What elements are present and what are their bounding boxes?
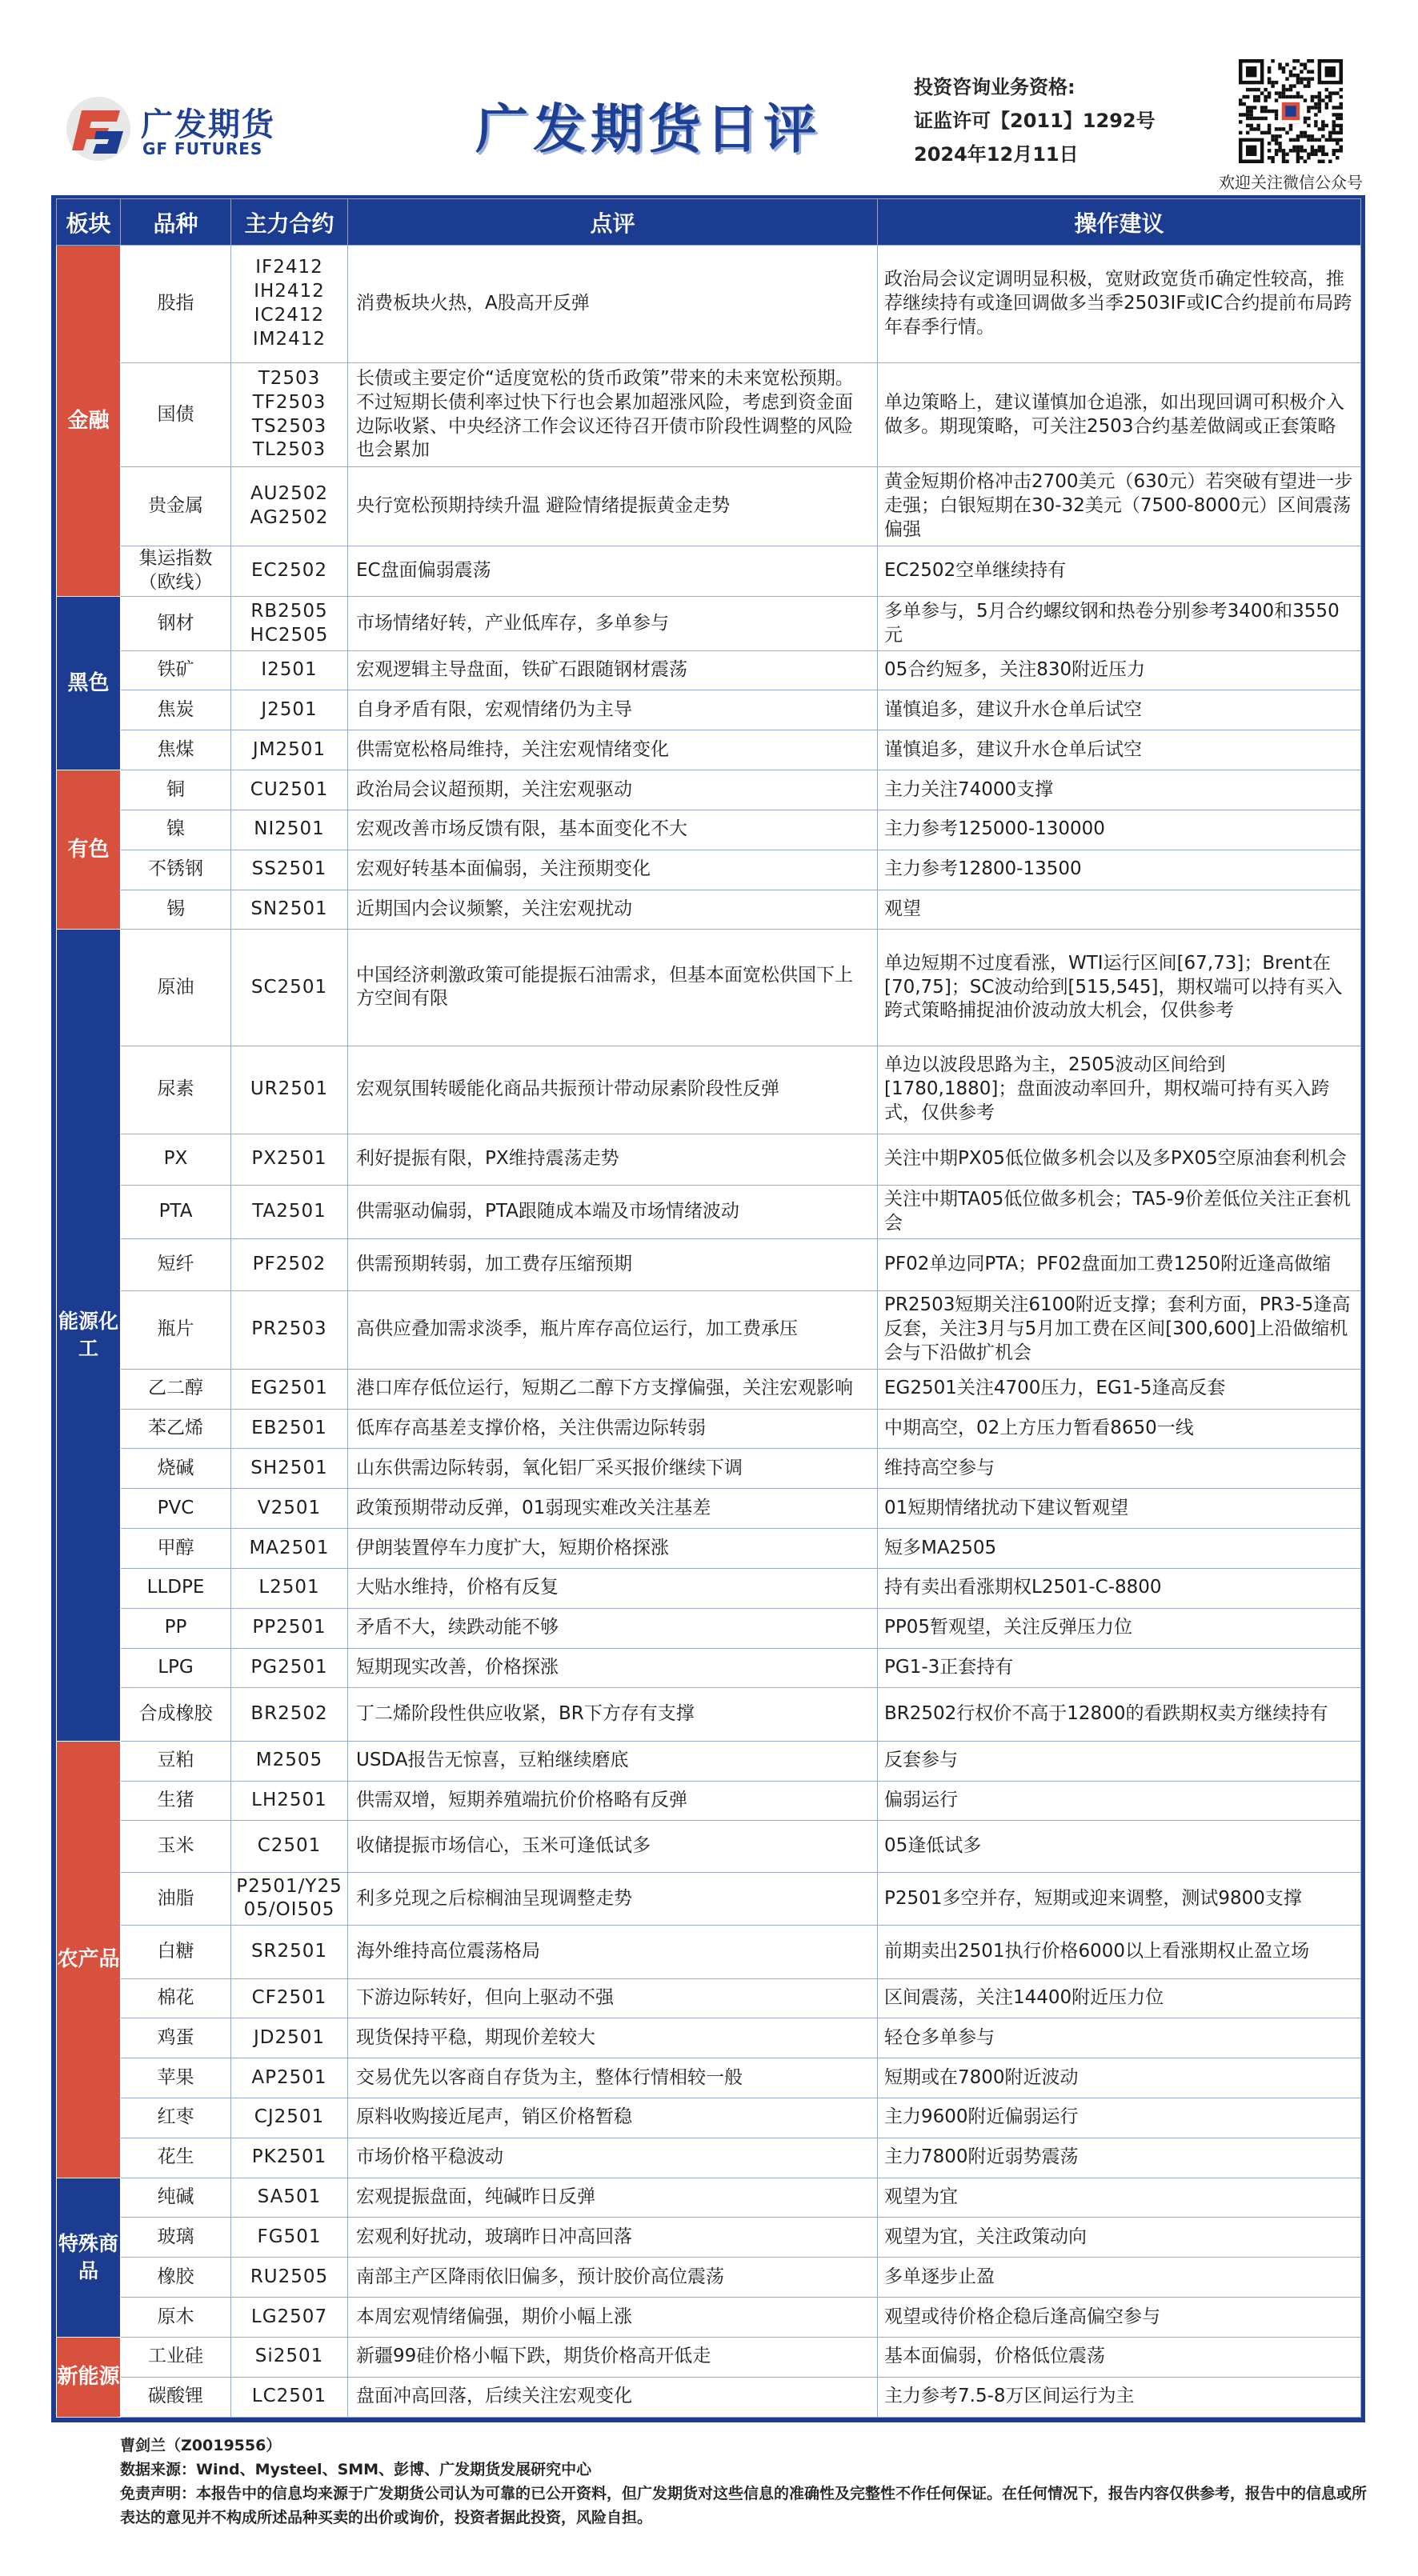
variety-cell: PP	[121, 1608, 231, 1648]
variety-cell: 集运指数（欧线）	[121, 546, 231, 597]
contract-code: 05/OI505	[243, 1899, 335, 1921]
advice-cell: 多单逐步止盈	[878, 2258, 1361, 2298]
contract-cell	[231, 2098, 348, 2138]
comment-cell: 供需宽松格局维持，关注宏观情绪变化	[348, 730, 878, 770]
comment-cell: 宏观逻辑主导盘面，铁矿石跟随钢材震荡	[348, 650, 878, 690]
advice-cell: EG2501关注4700压力，EG1-5逢高反套	[878, 1369, 1361, 1409]
table-header-row	[57, 199, 1361, 246]
comment-cell: EC盘面偏弱震荡	[348, 546, 878, 597]
advice-cell: 偏弱运行	[878, 1781, 1361, 1821]
contract-code: V2501	[257, 1497, 322, 1518]
comment-cell: 交易优先以客商自存货为主，整体行情相较一般	[348, 2058, 878, 2098]
variety-cell: 苯乙烯	[121, 1409, 231, 1449]
contract-code: LG2507	[250, 2306, 328, 2327]
contract-code: RB2505	[250, 600, 328, 622]
comment-cell: 丁二烯阶段性供应收紧，BR下方存有支撑	[348, 1688, 878, 1741]
contract-code: L2501	[258, 1577, 320, 1598]
advice-cell: 中期高空，02上方压力暂看8650一线	[878, 1409, 1361, 1449]
contract-code: PK2501	[251, 2146, 327, 2168]
table-row	[57, 363, 1361, 466]
advice-cell: 观望	[878, 890, 1361, 930]
table-row	[57, 1186, 1361, 1239]
advice-cell: 单边以波段思路为主，2505波动区间给到[1780,1880]；盘面波动率回升，期权端可持有买入跨式，仅供参考	[878, 1046, 1361, 1134]
contract-code: TL2503	[252, 439, 326, 461]
contract-code: JM2501	[252, 738, 326, 760]
comment-cell: 伊朗装置停车力度扩大，短期价格探涨	[348, 1529, 878, 1569]
qualification-line-2: 证监许可【2011】1292号	[914, 110, 1156, 132]
contract-cell	[231, 1186, 348, 1239]
contract-cell	[231, 1926, 348, 1978]
data-sources: 数据来源：Wind、Mysteel、SMM、彭博、广发期货发展研究中心	[120, 2461, 592, 2478]
table-row	[57, 2218, 1361, 2258]
variety-cell: 焦炭	[121, 690, 231, 730]
contract-code: HC2505	[250, 624, 329, 646]
contract-cell	[231, 1409, 348, 1449]
contract-cell	[231, 1741, 348, 1781]
comment-cell: 利多兑现之后棕榈油呈现调整走势	[348, 1872, 878, 1925]
contract-code: UR2501	[250, 1078, 329, 1100]
contract-cell	[231, 2178, 348, 2218]
contract-cell	[231, 1608, 348, 1648]
contract-code: J2501	[261, 698, 318, 720]
table-row	[57, 1290, 1361, 1369]
contract-code: IF2412	[255, 257, 323, 278]
variety-cell: 工业硅	[121, 2337, 231, 2377]
advice-cell: 谨慎追多，建议升水仓单后试空	[878, 690, 1361, 730]
table-row	[57, 2018, 1361, 2058]
comment-cell: 宏观利好扰动，玻璃昨日冲高回落	[348, 2218, 878, 2258]
table-row	[57, 850, 1361, 890]
contract-code: JD2501	[253, 2026, 326, 2048]
variety-cell: 瓶片	[121, 1290, 231, 1369]
table-row	[57, 1741, 1361, 1781]
comment-cell: 现货保持平稳，期现价差较大	[348, 2018, 878, 2058]
comment-cell: 宏观提振盘面，纯碱昨日反弹	[348, 2178, 878, 2218]
contract-cell	[231, 1134, 348, 1185]
comment-cell: 本周宏观情绪偏强，期价小幅上涨	[348, 2298, 878, 2338]
variety-cell: 国债	[121, 363, 231, 466]
contract-code: PG2501	[250, 1656, 328, 1678]
wechat-qr-code-icon[interactable]	[1239, 59, 1343, 163]
table-row	[57, 1781, 1361, 1821]
advice-cell: EC2502空单继续持有	[878, 546, 1361, 597]
table-row	[57, 2337, 1361, 2377]
contract-code: SA501	[257, 2186, 322, 2208]
contract-code: M2505	[255, 1750, 323, 1771]
contract-cell	[231, 650, 348, 690]
variety-cell: 烧碱	[121, 1449, 231, 1489]
page-title: 广发期货日评	[475, 98, 821, 160]
table-row	[57, 650, 1361, 690]
comment-cell: 海外维持高位震荡格局	[348, 1926, 878, 1978]
table-row	[57, 1239, 1361, 1290]
header-sector: 板块	[57, 199, 121, 246]
variety-cell: 铁矿	[121, 650, 231, 690]
table-row	[57, 1449, 1361, 1489]
comment-cell: 新疆99硅价格小幅下跌，期货价格高开低走	[348, 2337, 878, 2377]
contract-cell	[231, 1872, 348, 1925]
sector-cell: 新能源	[57, 2337, 121, 2417]
table-row	[57, 2298, 1361, 2338]
sector-cell: 黑色	[57, 597, 121, 770]
comment-cell: 政策预期带动反弹，01弱现实难改关注基差	[348, 1489, 878, 1529]
contract-code: T2503	[258, 367, 321, 389]
comment-cell: 低库存高基差支撑价格，关注供需边际转弱	[348, 1409, 878, 1449]
contract-cell	[231, 850, 348, 890]
contract-cell	[231, 1529, 348, 1569]
advice-cell: 主力7800附近弱势震荡	[878, 2138, 1361, 2178]
header-advice: 操作建议	[878, 199, 1361, 246]
variety-cell: 苹果	[121, 2058, 231, 2098]
gf-futures-logo	[64, 94, 304, 166]
header-contract: 主力合约	[231, 199, 348, 246]
table-row	[57, 1568, 1361, 1608]
variety-cell: 碳酸锂	[121, 2377, 231, 2417]
contract-cell	[231, 890, 348, 930]
comment-cell: 市场情绪好转，产业低库存，多单参与	[348, 597, 878, 650]
contract-code: IC2412	[254, 305, 325, 326]
variety-cell: 钢材	[121, 597, 231, 650]
comment-cell: 中国经济刺激政策可能提振石油需求，但基本面宽松供国下上方空间有限	[348, 930, 878, 1046]
advice-cell: 短期或在7800附近波动	[878, 2058, 1361, 2098]
contract-cell	[231, 1821, 348, 1872]
contract-cell	[231, 1688, 348, 1741]
table-row	[57, 546, 1361, 597]
variety-cell: 纯碱	[121, 2178, 231, 2218]
advice-cell: PG1-3正套持有	[878, 1648, 1361, 1688]
comment-cell: 长债或主要定价“适度宽松的货币政策”带来的未来宽松预期。不过短期长债利率过快下行也会累加超涨风险，考虑到资金面边际收紧、中央经济工作会议还待召开债市阶段性调整的风险也会累加	[348, 363, 878, 466]
variety-cell: 不锈钢	[121, 850, 231, 890]
contract-code: AG2502	[250, 507, 329, 528]
table-row	[57, 770, 1361, 810]
table-row	[57, 1134, 1361, 1185]
contract-cell	[231, 2018, 348, 2058]
contract-cell	[231, 930, 348, 1046]
table-row	[57, 1046, 1361, 1134]
report-footer	[120, 2434, 1368, 2530]
comment-cell: 下游边际转好，但向上驱动不强	[348, 1978, 878, 2018]
advice-cell: 主力参考7.5-8万区间运行为主	[878, 2377, 1361, 2417]
variety-cell: PX	[121, 1134, 231, 1185]
contract-code: TF2503	[252, 391, 326, 413]
table-row	[57, 2377, 1361, 2417]
variety-cell: 镍	[121, 810, 231, 850]
commentary-table	[56, 198, 1361, 2418]
contract-code: P2501/Y25	[236, 1875, 342, 1897]
contract-code: LH2501	[251, 1790, 327, 1811]
comment-cell: 原料收购接近尾声，销区价格暂稳	[348, 2098, 878, 2138]
table-row	[57, 1821, 1361, 1872]
contract-code: SH2501	[250, 1457, 328, 1478]
table-row	[57, 930, 1361, 1046]
contract-code: IM2412	[252, 329, 326, 350]
table-row	[57, 2058, 1361, 2098]
table-row	[57, 597, 1361, 650]
comment-cell: 山东供需边际转弱，氧化铝厂采买报价继续下调	[348, 1449, 878, 1489]
contract-code: PF2502	[252, 1253, 326, 1274]
advice-cell: 反套参与	[878, 1741, 1361, 1781]
advice-cell: 05合约短多，关注830附近压力	[878, 650, 1361, 690]
contract-code: CU2501	[250, 778, 329, 800]
contract-cell	[231, 2218, 348, 2258]
advice-cell: 多单参与，5月合约螺纹钢和热卷分别参考3400和3550元	[878, 597, 1361, 650]
header-variety: 品种	[121, 199, 231, 246]
comment-cell: 收储提振市场信心，玉米可逢低试多	[348, 1821, 878, 1872]
advice-cell: PF02单边同PTA；PF02盘面加工费1250附近逢高做缩	[878, 1239, 1361, 1290]
variety-cell: 铜	[121, 770, 231, 810]
variety-cell: 锡	[121, 890, 231, 930]
variety-cell: 红枣	[121, 2098, 231, 2138]
contract-cell	[231, 363, 348, 466]
gf-logo-icon	[64, 94, 133, 163]
contract-cell	[231, 2258, 348, 2298]
contract-cell	[231, 1781, 348, 1821]
advice-cell: 观望为宜，关注政策动向	[878, 2218, 1361, 2258]
advice-cell: 政治局会议定调明显积极，宽财政宽货币确定性较高，推荐继续持有或逢回调做多当季2503IF或IC合约提前布局跨年春季行情。	[878, 246, 1361, 363]
table-row	[57, 1529, 1361, 1569]
contract-code: PX2501	[251, 1148, 327, 1170]
contract-code: LC2501	[251, 2386, 327, 2407]
contract-cell	[231, 1978, 348, 2018]
contract-cell	[231, 1489, 348, 1529]
contract-cell	[231, 1046, 348, 1134]
contract-cell	[231, 770, 348, 810]
advice-cell: 前期卖出2501执行价格6000以上看涨期权止盈立场	[878, 1926, 1361, 1978]
contract-code: I2501	[261, 659, 318, 681]
contract-code: SS2501	[251, 858, 327, 880]
contract-code: EC2502	[250, 560, 328, 582]
advice-cell: 主力参考125000-130000	[878, 810, 1361, 850]
contract-code: CJ2501	[254, 2106, 325, 2128]
advice-cell: P2501多空并存，短期或迎来调整，测试9800支撑	[878, 1872, 1361, 1925]
contract-code: AU2502	[250, 483, 329, 505]
variety-cell: 玉米	[121, 1821, 231, 1872]
table-row	[57, 2178, 1361, 2218]
advice-cell: 谨慎追多，建议升水仓单后试空	[878, 730, 1361, 770]
advice-cell: 主力参考12800-13500	[878, 850, 1361, 890]
sector-cell: 特殊商品	[57, 2178, 121, 2337]
variety-cell: 鸡蛋	[121, 2018, 231, 2058]
contract-code: SC2501	[250, 976, 328, 998]
variety-cell: 贵金属	[121, 466, 231, 546]
comment-cell: 宏观氛围转暖能化商品共振预计带动尿素阶段性反弹	[348, 1046, 878, 1134]
contract-cell	[231, 546, 348, 597]
table-row	[57, 1872, 1361, 1925]
variety-cell: 花生	[121, 2138, 231, 2178]
advice-cell: 短多MA2505	[878, 1529, 1361, 1569]
table-row	[57, 890, 1361, 930]
contract-cell	[231, 690, 348, 730]
variety-cell: 股指	[121, 246, 231, 363]
contract-cell	[231, 730, 348, 770]
table-row	[57, 730, 1361, 770]
contract-code: FG501	[257, 2226, 322, 2247]
comment-cell: 盘面冲高回落，后续关注宏观变化	[348, 2377, 878, 2417]
contract-code: RU2505	[250, 2266, 329, 2287]
contract-cell	[231, 1290, 348, 1369]
advice-cell: 持有卖出看涨期权L2501-C-8800	[878, 1568, 1361, 1608]
contract-code: BR2502	[250, 1703, 328, 1725]
table-row	[57, 1489, 1361, 1529]
comment-cell: 供需预期转弱，加工费存压缩预期	[348, 1239, 878, 1290]
advice-cell: PR2503短期关注6100附近支撑；套利方面，PR3-5逢高反套，关注3月与5月加工费在区间[300,600]上沿做缩机会与下沿做扩机会	[878, 1290, 1361, 1369]
contract-code: Si2501	[254, 2346, 324, 2367]
contract-code: EB2501	[251, 1418, 327, 1439]
variety-cell: 玻璃	[121, 2218, 231, 2258]
disclaimer: 免责声明：本报告中的信息均来源于广发期货公司认为可靠的已公开资料，但广发期货对这些信息的准确性及完整性不作任何保证。在任何情况下，报告内容仅供参考，报告中的信息或所表达的意见并不构成所述品种买卖的出价或询价，投资者据此投资，风险自担。	[120, 2485, 1368, 2526]
contract-cell	[231, 1369, 348, 1409]
advice-cell: 单边短期不过度看涨，WTI运行区间[67,73]；Brent在[70,75]；SC波动给到[515,545]，期权端可以持有买入跨式策略捕捉油价波动放大机会，仅供参考	[878, 930, 1361, 1046]
comment-cell: 市场价格平稳波动	[348, 2138, 878, 2178]
advice-cell: 维持高空参与	[878, 1449, 1361, 1489]
advice-cell: 主力关注74000支撑	[878, 770, 1361, 810]
contract-code: SR2501	[250, 1940, 328, 1962]
contract-code: C2501	[257, 1835, 322, 1857]
table-row	[57, 810, 1361, 850]
comment-cell: 供需双增，短期养殖端抗价价格略有反弹	[348, 1781, 878, 1821]
advice-cell: 黄金短期价格冲击2700美元（630元）若突破有望进一步走强；白银短期在30-32美元（7500-8000元）区间震荡偏强	[878, 466, 1361, 546]
variety-cell: 甲醇	[121, 1529, 231, 1569]
comment-cell: 港口库存低位运行，短期乙二醇下方支撑偏强，关注宏观影响	[348, 1369, 878, 1409]
variety-cell: 生猪	[121, 1781, 231, 1821]
analyst-name: 曹剑兰（Z0019556）	[120, 2437, 282, 2454]
comment-cell: 南部主产区降雨依旧偏多，预计胶价高位震荡	[348, 2258, 878, 2298]
table-row	[57, 466, 1361, 546]
variety-cell: LLDPE	[121, 1568, 231, 1608]
contract-code: PR2503	[251, 1318, 327, 1340]
contract-cell	[231, 1449, 348, 1489]
contract-cell	[231, 1239, 348, 1290]
variety-cell: 棉花	[121, 1978, 231, 2018]
comment-cell: 矛盾不大，续跌动能不够	[348, 1608, 878, 1648]
contract-cell	[231, 810, 348, 850]
variety-cell: 乙二醇	[121, 1369, 231, 1409]
variety-cell: 原油	[121, 930, 231, 1046]
advice-cell: 关注中期PX05低位做多机会以及多PX05空原油套利机会	[878, 1134, 1361, 1185]
commentary-table-frame	[51, 195, 1365, 2422]
sector-cell: 能源化工	[57, 930, 121, 1741]
variety-cell: 豆粕	[121, 1741, 231, 1781]
comment-cell: 消费板块火热，A股高开反弹	[348, 246, 878, 363]
contract-code: IH2412	[254, 281, 325, 302]
comment-cell: 近期国内会议频繁，关注宏观扰动	[348, 890, 878, 930]
report-date: 2024年12月11日	[914, 143, 1079, 166]
table-row	[57, 1608, 1361, 1648]
advice-cell: 01短期情绪扰动下建议暂观望	[878, 1489, 1361, 1529]
variety-cell: 橡胶	[121, 2258, 231, 2298]
contract-code: PP2501	[252, 1617, 326, 1638]
variety-cell: PVC	[121, 1489, 231, 1529]
contract-cell	[231, 1568, 348, 1608]
contract-cell	[231, 2298, 348, 2338]
table-row	[57, 1926, 1361, 1978]
table-row	[57, 1688, 1361, 1741]
variety-cell: 焦煤	[121, 730, 231, 770]
contract-code: TA2501	[252, 1201, 326, 1222]
table-row	[57, 1409, 1361, 1449]
comment-cell: 宏观改善市场反馈有限，基本面变化不大	[348, 810, 878, 850]
advice-cell: 观望或待价格企稳后逢高偏空参与	[878, 2298, 1361, 2338]
logo-text-cn: 广发期货	[141, 106, 275, 143]
table-row	[57, 1369, 1361, 1409]
contract-code: MA2501	[249, 1537, 330, 1558]
advice-cell: BR2502行权价不高于12800的看跌期权卖方继续持有	[878, 1688, 1361, 1741]
comment-cell: 自身矛盾有限，宏观情绪仍为主导	[348, 690, 878, 730]
advice-cell: 区间震荡，关注14400附近压力位	[878, 1978, 1361, 2018]
contract-cell	[231, 466, 348, 546]
comment-cell: 供需驱动偏弱，PTA跟随成本端及市场情绪波动	[348, 1186, 878, 1239]
contract-cell	[231, 2377, 348, 2417]
contract-code: AP2501	[251, 2066, 327, 2088]
advice-cell: 单边策略上，建议谨慎加仓追涨，如出现回调可积极介入做多。期现策略，可关注2503合约基差做阔或正套策略	[878, 363, 1361, 466]
table-row	[57, 2138, 1361, 2178]
contract-code: TS2503	[251, 415, 327, 437]
logo-text-en: GF FUTURES	[142, 139, 263, 158]
report-header	[0, 0, 1418, 192]
contract-cell	[231, 2337, 348, 2377]
qualification-line-1: 投资咨询业务资格:	[914, 76, 1076, 98]
advice-cell: 主力9600附近偏弱运行	[878, 2098, 1361, 2138]
qr-caption: 欢迎关注微信公众号	[1219, 173, 1363, 192]
variety-cell: 尿素	[121, 1046, 231, 1134]
sector-cell: 农产品	[57, 1741, 121, 2178]
table-row	[57, 1978, 1361, 2018]
variety-cell: 白糖	[121, 1926, 231, 1978]
variety-cell: 合成橡胶	[121, 1688, 231, 1741]
variety-cell: PTA	[121, 1186, 231, 1239]
table-row	[57, 1648, 1361, 1688]
contract-cell	[231, 1648, 348, 1688]
comment-cell: 高供应叠加需求淡季，瓶片库存高位运行，加工费承压	[348, 1290, 878, 1369]
comment-cell: 利好提振有限，PX维持震荡走势	[348, 1134, 878, 1185]
contract-code: SN2501	[250, 898, 328, 919]
variety-cell: LPG	[121, 1648, 231, 1688]
contract-cell	[231, 2138, 348, 2178]
contract-code: CF2501	[251, 1987, 327, 2009]
advice-cell: 轻仓多单参与	[878, 2018, 1361, 2058]
contract-code: NI2501	[254, 818, 325, 840]
contract-cell	[231, 246, 348, 363]
table-row	[57, 2098, 1361, 2138]
variety-cell: 油脂	[121, 1872, 231, 1925]
comment-cell: 央行宽松预期持续升温 避险情绪提振黄金走势	[348, 466, 878, 546]
comment-cell: 短期现实改善，价格探涨	[348, 1648, 878, 1688]
qualification-info	[914, 70, 1156, 171]
contract-cell	[231, 597, 348, 650]
table-row	[57, 246, 1361, 363]
contract-cell	[231, 2058, 348, 2098]
comment-cell: 宏观好转基本面偏弱，关注预期变化	[348, 850, 878, 890]
variety-cell: 短纤	[121, 1239, 231, 1290]
advice-cell: PP05暂观望，关注反弹压力位	[878, 1608, 1361, 1648]
advice-cell: 基本面偏弱，价格低位震荡	[878, 2337, 1361, 2377]
comment-cell: 大贴水维持，价格有反复	[348, 1568, 878, 1608]
advice-cell: 关注中期TA05低位做多机会；TA5-9价差低位关注正套机会	[878, 1186, 1361, 1239]
sector-cell: 金融	[57, 246, 121, 597]
header-comment: 点评	[348, 199, 878, 246]
advice-cell: 观望为宜	[878, 2178, 1361, 2218]
sector-cell: 有色	[57, 770, 121, 930]
table-row	[57, 690, 1361, 730]
variety-cell: 原木	[121, 2298, 231, 2338]
comment-cell: USDA报告无惊喜，豆粕继续磨底	[348, 1741, 878, 1781]
contract-code: EG2501	[250, 1378, 328, 1399]
comment-cell: 政治局会议超预期，关注宏观驱动	[348, 770, 878, 810]
advice-cell: 05逢低试多	[878, 1821, 1361, 1872]
table-row	[57, 2258, 1361, 2298]
